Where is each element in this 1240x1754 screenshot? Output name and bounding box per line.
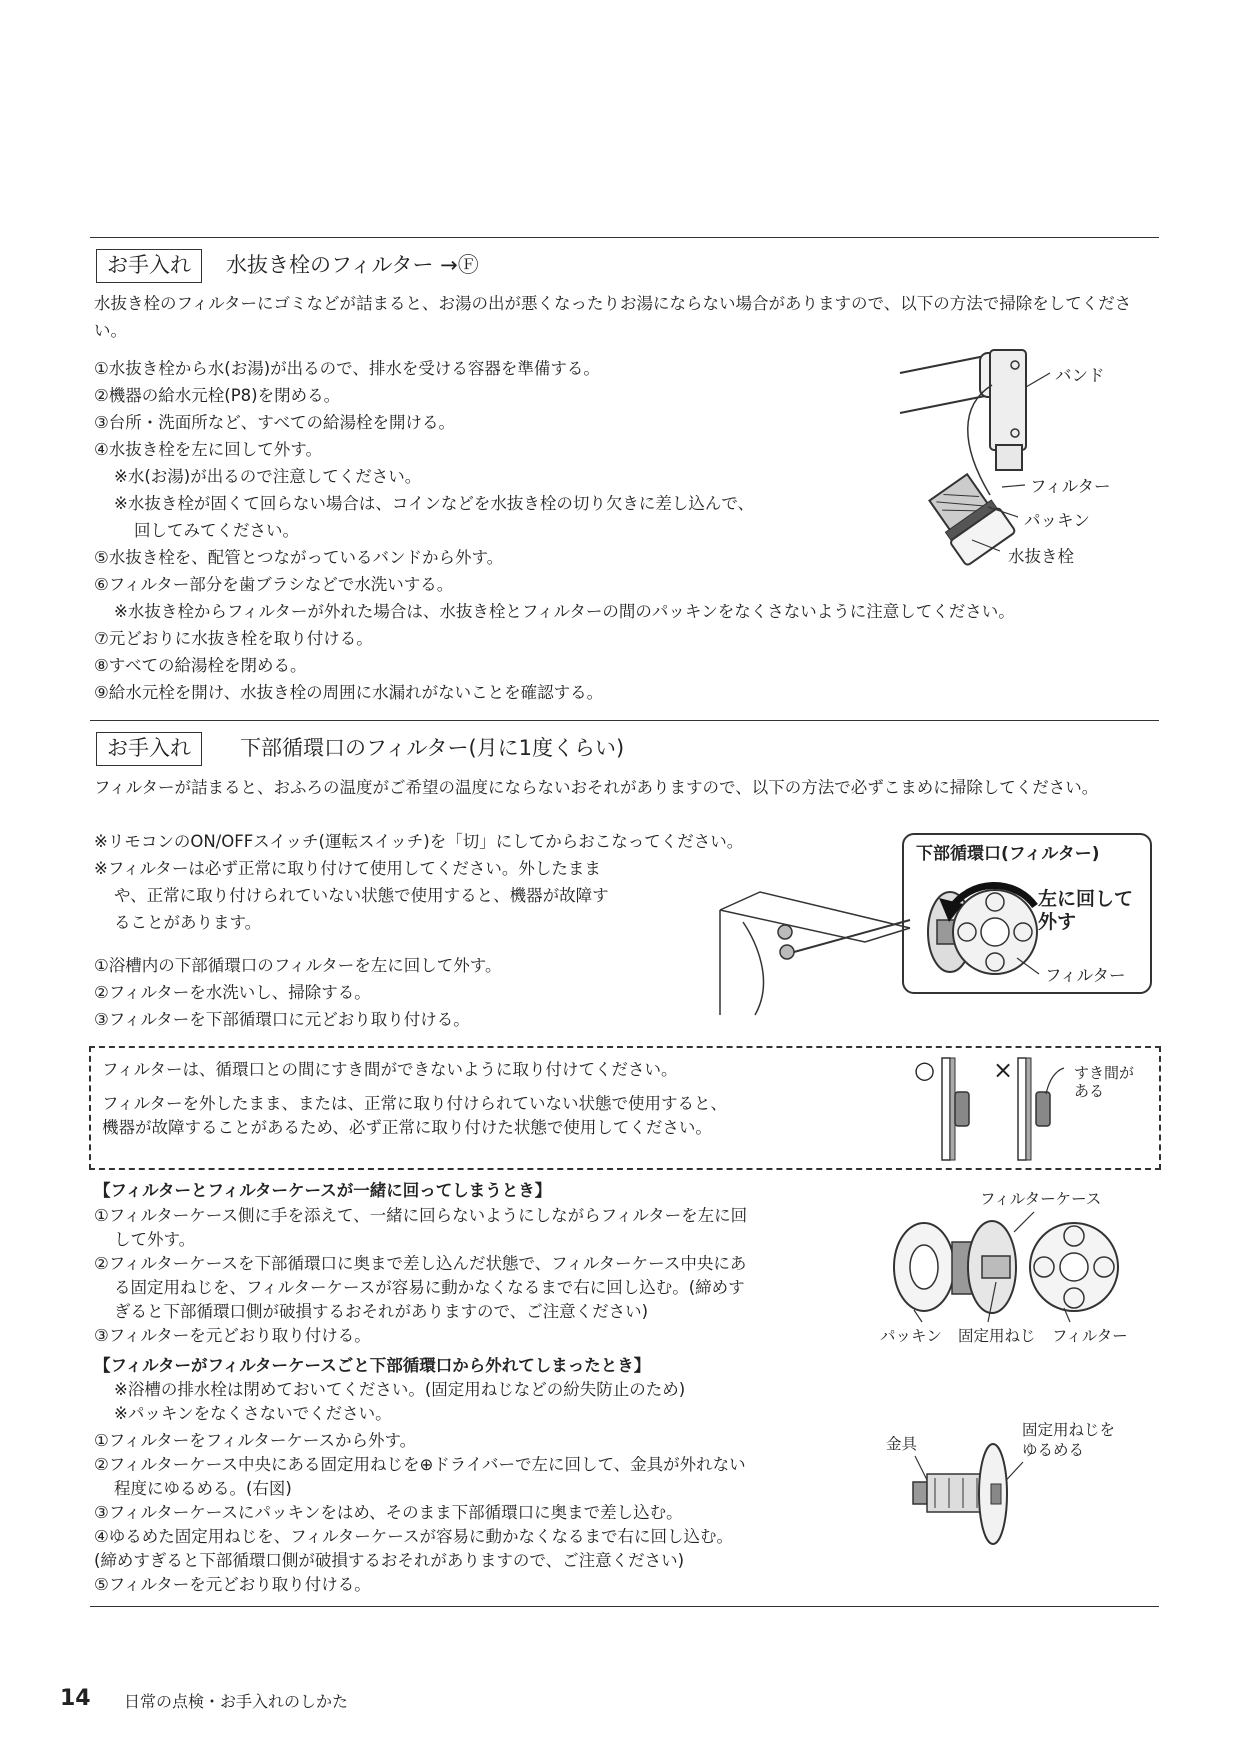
step-item: ①水抜き栓から水(お湯)が出るので、排水を受ける容器を準備する。: [94, 359, 600, 378]
section-title: 下部循環口のフィルター(月に1度くらい): [240, 736, 625, 760]
caution-line: フィルターは、循環口との間にすき間ができないように取り付けてください。: [102, 1060, 678, 1079]
subsection-line: ①フィルターをフィルターケースから外す。: [94, 1431, 417, 1450]
subsection-line: ※パッキンをなくさないでください。: [114, 1404, 392, 1423]
ok-mark: ○: [914, 1056, 935, 1084]
remove-label: 外す: [1038, 911, 1077, 933]
subsection-line: ③フィルターを元どおり取り付ける。: [94, 1326, 371, 1345]
step-item: ⑥フィルター部分を歯ブラシなどで水洗いする。: [94, 575, 454, 594]
subsection-line: る固定用ねじを、フィルターケースが容易に動かなくなるまで右に回し込む。(締めす: [114, 1278, 745, 1297]
packing-label: パッキン: [880, 1327, 942, 1345]
note-item: ※フィルターは必ず正常に取り付けて使用してください。外したまま: [94, 859, 601, 878]
note-item: ※水(お湯)が出るので注意してください。: [114, 467, 422, 486]
subsection-line: ⑤フィルターを元どおり取り付ける。: [94, 1575, 371, 1594]
fitting-label: 金具: [886, 1435, 918, 1453]
subsection-heading: 【フィルターとフィルターケースが一緒に回ってしまうとき】: [94, 1181, 552, 1200]
subsection-line: ③フィルターケースにパッキンをはめ、そのまま下部循環口に奥まで差し込む。: [94, 1503, 683, 1522]
packing-label: パッキン: [1024, 511, 1090, 530]
section-divider: [90, 1606, 1159, 1607]
loosen-label: ゆるめる: [1022, 1441, 1085, 1459]
filter-case-label: フィルターケース: [980, 1190, 1102, 1208]
loosen-label: 固定用ねじを: [1022, 1421, 1116, 1439]
band-label: バンド: [1055, 366, 1105, 385]
loosen-screw-figure: [905, 1438, 1045, 1548]
step-item: ⑦元どおりに水抜き栓を取り付ける。: [94, 629, 373, 648]
ng-mark: ×: [993, 1056, 1014, 1084]
drain-plug-label: 水抜き栓: [1008, 547, 1074, 566]
maintenance-badge: お手入れ: [96, 249, 202, 283]
note-item: ※リモコンのON/OFFスイッチ(運転スイッチ)を「切」にしてからおこなってください。: [94, 832, 744, 851]
subsection-line: ぎると下部循環口側が破損するおそれがありますので、ご注意ください): [114, 1302, 649, 1321]
subsection-line: ※浴槽の排水栓は閉めておいてください。(固定用ねじなどの紛失防止のため): [114, 1380, 686, 1399]
subsection-line: ②フィルターケースを下部循環口に奥まで差し込んだ状態で、フィルターケース中央にあ: [94, 1254, 747, 1273]
screw-label: 固定用ねじ: [958, 1327, 1036, 1345]
bathtub-illustration: [715, 880, 915, 1020]
section-intro: 水抜き栓のフィルターにゴミなどが詰まると、お湯の出が悪くなったりお湯にならない場合がありますので、以下の方法で掃除をしてください。: [94, 294, 1132, 340]
section-intro: フィルターが詰まると、おふろの温度がご希望の温度にならないおそれがありますので、以下の方法で必ずこまめに掃除してください。: [94, 778, 1099, 797]
drain-plug-illustration: [890, 345, 1060, 575]
subsection-heading: 【フィルターがフィルターケースごと下部循環口から外れてしまったとき】: [94, 1356, 651, 1375]
step-item: ③フィルターを下部循環口に元どおり取り付ける。: [94, 1010, 470, 1029]
step-item: ②フィルターを水洗いし、掃除する。: [94, 983, 371, 1002]
fitting-comparison-figure: [940, 1056, 1060, 1162]
step-item: ④水抜き栓を左に回して外す。: [94, 440, 322, 459]
note-item: ※水抜き栓が固くて回らない場合は、コインなどを水抜き栓の切り欠きに差し込んで、: [114, 494, 755, 513]
subsection-line: (締めすぎると下部循環口側が破損するおそれがありますので、ご注意ください): [94, 1551, 685, 1570]
step-item: ⑧すべての給湯栓を閉める。: [94, 656, 307, 675]
subsection-line: 程度にゆるめる。(右図): [114, 1479, 292, 1498]
step-item: ⑨給水元栓を開け、水抜き栓の周囲に水漏れがないことを確認する。: [94, 683, 604, 702]
subsection-line: ①フィルターケース側に手を添えて、一緒に回らないようにしながらフィルターを左に回: [94, 1206, 748, 1225]
turn-left-label: 左に回して: [1038, 888, 1134, 910]
callout-title: 下部循環口(フィルター): [916, 844, 1100, 864]
section-divider: [90, 237, 1159, 238]
caution-line: フィルターを外したまま、または、正常に取り付けられていない状態で使用すると、: [102, 1094, 728, 1113]
filter-assembly-figure: [884, 1212, 1124, 1322]
caution-line: 機器が故障することがあるため、必ず正常に取り付けた状態で使用してください。: [102, 1118, 712, 1137]
step-item: ⑤水抜き栓を、配管とつながっているバンドから外す。: [94, 548, 504, 567]
filter-label: フィルター: [1052, 1327, 1128, 1345]
page-number: 14: [60, 1686, 91, 1711]
step-item: ②機器の給水元栓(P8)を閉める。: [94, 386, 341, 405]
maintenance-badge: お手入れ: [96, 732, 202, 766]
subsection-line: ②フィルターケース中央にある固定用ねじを⊕ドライバーで左に回して、金具が外れない: [94, 1455, 746, 1474]
note-item: 回してみてください。: [134, 521, 299, 540]
gap-label: ある: [1074, 1082, 1105, 1100]
filter-label: フィルター: [1030, 477, 1111, 496]
section-divider: [90, 720, 1159, 721]
step-item: ①浴槽内の下部循環口のフィルターを左に回して外す。: [94, 956, 502, 975]
step-item: ③台所・洗面所など、すべての給湯栓を開ける。: [94, 413, 455, 432]
note-item: や、正常に取り付けられていない状態で使用すると、機器が故障す: [114, 886, 609, 905]
chapter-title: 日常の点検・お手入れのしかた: [124, 1692, 349, 1711]
gap-label: すき間が: [1074, 1064, 1135, 1082]
section-title: 水抜き栓のフィルター →Ⓕ: [226, 253, 479, 277]
subsection-line: ④ゆるめた固定用ねじを、フィルターケースが容易に動かなくなるまで右に回し込む。: [94, 1527, 733, 1546]
filter-label: フィルター: [1045, 966, 1126, 985]
note-item: ることがあります。: [114, 913, 262, 932]
subsection-line: して外す。: [114, 1230, 196, 1249]
note-item: ※水抜き栓からフィルターが外れた場合は、水抜き栓とフィルターの間のパッキンをなくさないように注意してください。: [114, 602, 1015, 621]
